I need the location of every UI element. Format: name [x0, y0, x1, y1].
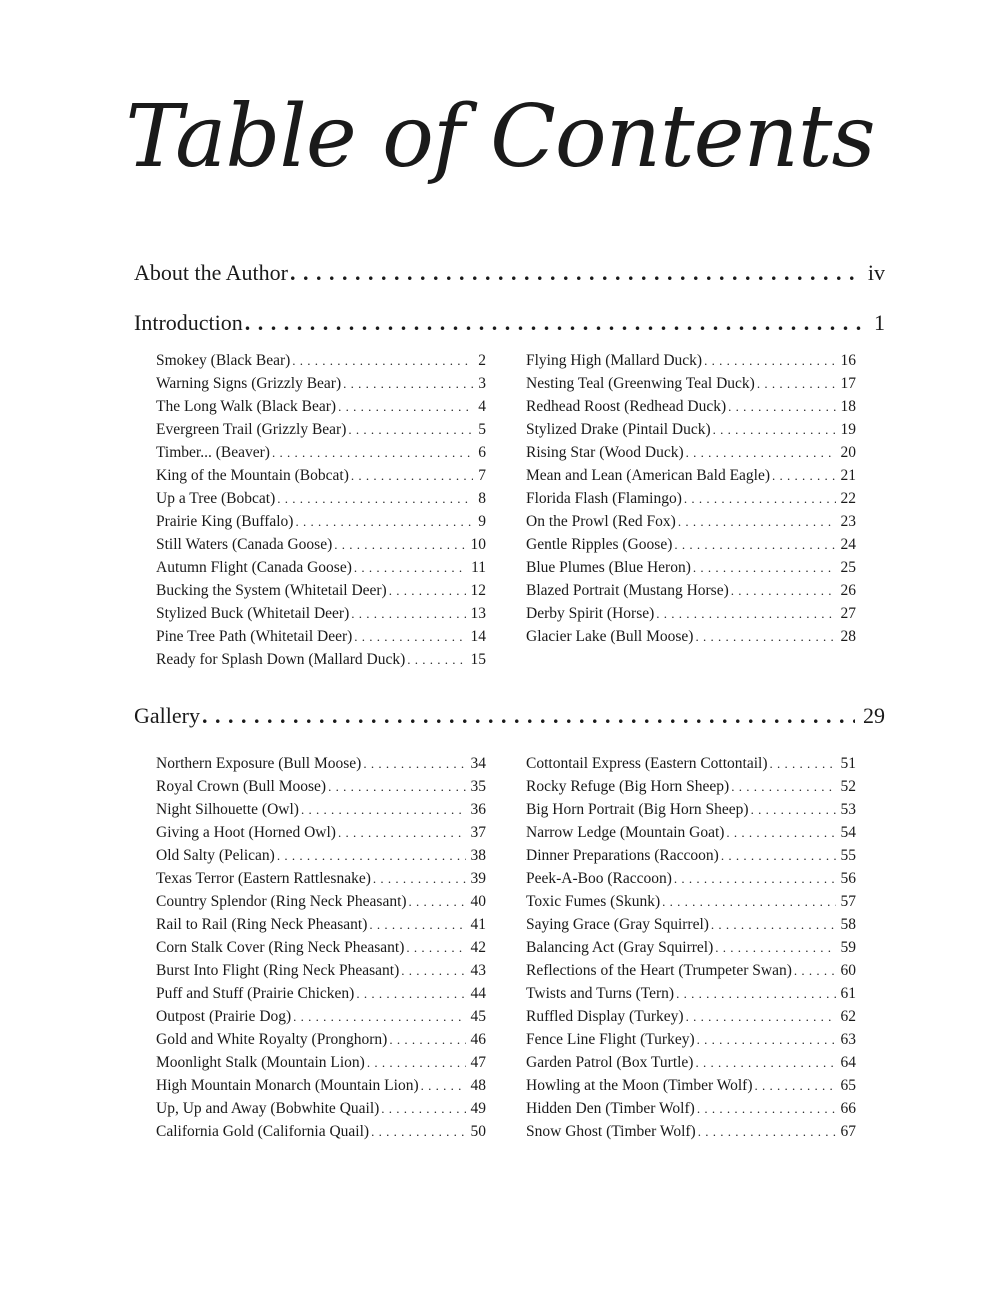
entry-page-number: 57 — [840, 893, 856, 910]
entry-title: Gentle Ripples (Goose) — [526, 536, 673, 553]
section-label: Gallery — [134, 703, 200, 728]
entry-page-number: 54 — [840, 824, 856, 841]
dot-leader — [721, 844, 836, 867]
toc-entry[interactable] — [156, 510, 486, 533]
dot-leader — [704, 349, 835, 372]
dot-leader — [662, 890, 835, 913]
toc-entry[interactable] — [526, 556, 856, 579]
entry-page-number: 36 — [470, 801, 486, 818]
dot-leader — [351, 602, 465, 625]
entry-page-number: 49 — [470, 1100, 486, 1117]
entry-page-number: 5 — [478, 421, 486, 438]
toc-entry[interactable] — [156, 775, 486, 798]
entry-page-number: 50 — [470, 1123, 486, 1140]
toc-entry[interactable] — [156, 1120, 486, 1143]
toc-entry[interactable] — [156, 1051, 486, 1074]
entry-page-number: 4 — [478, 398, 486, 415]
entry-title: Corn Stalk Cover (Ring Neck Pheasant) — [156, 939, 405, 956]
toc-heading-gallery[interactable] — [134, 701, 885, 731]
entry-title: Timber... (Beaver) — [156, 444, 270, 461]
entry-title: Ready for Splash Down (Mallard Duck) — [156, 651, 406, 668]
dot-leader — [245, 308, 866, 338]
dot-leader — [731, 579, 836, 602]
toc-entry[interactable] — [156, 395, 486, 418]
gallery-right-column — [526, 752, 856, 1143]
dot-leader — [755, 1074, 836, 1097]
dot-leader — [731, 775, 835, 798]
entry-title: Puff and Stuff (Prairie Chicken) — [156, 985, 355, 1002]
toc-entry[interactable] — [156, 1005, 486, 1028]
entry-page-number: 12 — [470, 582, 486, 599]
entry-page-number: 25 — [840, 559, 856, 576]
entry-title: Stylized Buck (Whitetail Deer) — [156, 605, 350, 622]
dot-leader — [697, 1097, 836, 1120]
toc-entry[interactable] — [156, 556, 486, 579]
toc-entry[interactable] — [156, 1028, 486, 1051]
toc-entry[interactable] — [526, 510, 856, 533]
entry-page-number: 7 — [478, 467, 486, 484]
entry-page-number: 66 — [840, 1100, 856, 1117]
dot-leader — [277, 844, 466, 867]
entry-page-number: 61 — [840, 985, 856, 1002]
entry-page-number: 11 — [471, 559, 486, 576]
dot-leader — [686, 441, 836, 464]
entry-page-number: 15 — [470, 651, 486, 668]
entry-page-number: 22 — [840, 490, 856, 507]
entry-page-number: 20 — [840, 444, 856, 461]
entry-title: Night Silhouette (Owl) — [156, 801, 299, 818]
entry-page-number: 48 — [470, 1077, 486, 1094]
entry-title: Northern Exposure (Bull Moose) — [156, 755, 362, 772]
toc-entry[interactable] — [526, 844, 856, 867]
dot-leader — [381, 1097, 465, 1120]
toc-entry[interactable] — [526, 1074, 856, 1097]
entry-title: Country Splendor (Ring Neck Pheasant) — [156, 893, 407, 910]
toc-entry[interactable] — [156, 798, 486, 821]
section-label: About the Author — [134, 260, 288, 285]
entry-page-number: 53 — [840, 801, 856, 818]
entry-page-number: 39 — [470, 870, 486, 887]
toc-entry[interactable] — [526, 579, 856, 602]
gallery-left-column — [156, 752, 486, 1143]
entry-page-number: 40 — [470, 893, 486, 910]
entry-page-number: 27 — [840, 605, 856, 622]
dot-leader — [389, 1028, 465, 1051]
entry-title: Royal Crown (Bull Moose) — [156, 778, 327, 795]
entry-title: Ruffled Display (Turkey) — [526, 1008, 684, 1025]
entry-title: Autumn Flight (Canada Goose) — [156, 559, 352, 576]
entry-title: Dinner Preparations (Raccoon) — [526, 847, 719, 864]
toc-entry[interactable] — [156, 890, 486, 913]
dot-leader — [292, 349, 473, 372]
dot-leader — [338, 395, 473, 418]
entry-page-number: 41 — [470, 916, 486, 933]
toc-entry[interactable] — [526, 349, 856, 372]
dot-leader — [343, 372, 473, 395]
toc-entry[interactable] — [526, 464, 856, 487]
entry-title: On the Prowl (Red Fox) — [526, 513, 676, 530]
entry-title: Derby Spirit (Horse) — [526, 605, 655, 622]
dot-leader — [351, 464, 473, 487]
entry-page-number: 8 — [478, 490, 486, 507]
entry-title: California Gold (California Quail) — [156, 1123, 370, 1140]
toc-entry[interactable] — [526, 1051, 856, 1074]
dot-leader — [272, 441, 473, 464]
dot-leader — [772, 464, 835, 487]
entry-title: Burst Into Flight (Ring Neck Pheasant) — [156, 962, 400, 979]
entry-page-number: 6 — [478, 444, 486, 461]
entry-title: Smokey (Black Bear) — [156, 352, 291, 369]
toc-entry[interactable] — [156, 441, 486, 464]
entry-title: Narrow Ledge (Mountain Goat) — [526, 824, 725, 841]
toc-entry[interactable] — [526, 1097, 856, 1120]
dot-leader — [328, 775, 465, 798]
entry-title: Rocky Refuge (Big Horn Sheep) — [526, 778, 730, 795]
dot-leader — [695, 1051, 835, 1074]
toc-entry[interactable] — [526, 1005, 856, 1028]
dot-leader — [334, 533, 465, 556]
toc-entry[interactable] — [156, 844, 486, 867]
dot-leader — [674, 533, 835, 556]
entry-title: Blazed Portrait (Mustang Horse) — [526, 582, 729, 599]
entry-page-number: 16 — [840, 352, 856, 369]
entry-title: Redhead Roost (Redhead Duck) — [526, 398, 727, 415]
toc-entry[interactable] — [156, 913, 486, 936]
toc-entry[interactable] — [156, 867, 486, 890]
entry-page-number: 56 — [840, 870, 856, 887]
entry-page-number: 34 — [470, 755, 486, 772]
dot-leader — [684, 487, 836, 510]
entry-title: Balancing Act (Gray Squirrel) — [526, 939, 714, 956]
entry-page-number: 46 — [470, 1031, 486, 1048]
dot-leader — [698, 1120, 836, 1143]
toc-entry[interactable] — [526, 775, 856, 798]
entry-title: Rail to Rail (Ring Neck Pheasant) — [156, 916, 368, 933]
page-title: Table of Contents — [125, 87, 875, 187]
entry-title: Warning Signs (Grizzly Bear) — [156, 375, 342, 392]
entry-page-number: 44 — [470, 985, 486, 1002]
entry-page-number: 42 — [470, 939, 486, 956]
toc-heading-introduction[interactable] — [134, 308, 885, 338]
dot-leader — [406, 936, 465, 959]
dot-leader — [293, 1005, 465, 1028]
entry-title: Giving a Hoot (Horned Owl) — [156, 824, 336, 841]
entry-page-number: 37 — [470, 824, 486, 841]
dot-leader — [695, 625, 835, 648]
toc-entry[interactable] — [156, 959, 486, 982]
entry-page-number: 45 — [470, 1008, 486, 1025]
toc-entry[interactable] — [526, 913, 856, 936]
entry-title: Florida Flash (Flamingo) — [526, 490, 682, 507]
entry-page-number: 10 — [470, 536, 486, 553]
toc-entry[interactable] — [526, 821, 856, 844]
entry-title: Mean and Lean (American Bald Eagle) — [526, 467, 771, 484]
dot-leader — [697, 1028, 836, 1051]
dot-leader — [354, 625, 465, 648]
entry-page-number: 60 — [840, 962, 856, 979]
entry-page-number: 55 — [840, 847, 856, 864]
dot-leader — [728, 395, 835, 418]
entry-page-number: 17 — [840, 375, 856, 392]
dot-leader — [757, 372, 836, 395]
entry-page-number: 19 — [840, 421, 856, 438]
toc-entry[interactable] — [156, 418, 486, 441]
entry-title: King of the Mountain (Bobcat) — [156, 467, 349, 484]
toc-entry[interactable] — [156, 982, 486, 1005]
dot-leader — [202, 701, 855, 731]
entry-title: Garden Patrol (Box Turtle) — [526, 1054, 694, 1071]
dot-leader — [686, 1005, 836, 1028]
entry-page-number: 62 — [840, 1008, 856, 1025]
toc-entry[interactable] — [526, 418, 856, 441]
entry-page-number: 28 — [840, 628, 856, 645]
dot-leader — [295, 510, 473, 533]
entry-title: Outpost (Prairie Dog) — [156, 1008, 292, 1025]
toc-entry[interactable] — [156, 464, 486, 487]
entry-title: Saying Grace (Gray Squirrel) — [526, 916, 709, 933]
dot-leader — [367, 1051, 466, 1074]
toc-entry[interactable] — [156, 579, 486, 602]
dot-leader — [407, 648, 465, 671]
toc-entry[interactable] — [156, 821, 486, 844]
entry-page-number: 65 — [840, 1077, 856, 1094]
entry-title: Prairie King (Buffalo) — [156, 513, 294, 530]
toc-entry[interactable] — [156, 487, 486, 510]
toc-heading-about-the-author[interactable] — [134, 258, 885, 288]
entry-title: Howling at the Moon (Timber Wolf) — [526, 1077, 753, 1094]
dot-leader — [409, 890, 466, 913]
entry-page-number: 14 — [470, 628, 486, 645]
dot-leader — [711, 913, 836, 936]
toc-entry[interactable] — [526, 487, 856, 510]
entry-title: Bucking the System (Whitetail Deer) — [156, 582, 387, 599]
toc-entry[interactable] — [156, 648, 486, 671]
entry-title: Big Horn Portrait (Big Horn Sheep) — [526, 801, 749, 818]
entry-title: High Mountain Monarch (Mountain Lion) — [156, 1077, 419, 1094]
dot-leader — [389, 579, 466, 602]
toc-entry[interactable] — [526, 752, 856, 775]
section-page-number: 29 — [863, 703, 885, 728]
toc-entry[interactable] — [526, 982, 856, 1005]
entry-title: Old Salty (Pelican) — [156, 847, 275, 864]
toc-entry[interactable] — [156, 1074, 486, 1097]
entry-title: Cottontail Express (Eastern Cottontail) — [526, 755, 768, 772]
entry-page-number: 67 — [840, 1123, 856, 1140]
entry-title: Reflections of the Heart (Trumpeter Swan) — [526, 962, 792, 979]
entry-title: Moonlight Stalk (Mountain Lion) — [156, 1054, 365, 1071]
dot-leader — [371, 1120, 465, 1143]
entry-title: Stylized Drake (Pintail Duck) — [526, 421, 711, 438]
toc-entry[interactable] — [156, 752, 486, 775]
dot-leader — [678, 510, 836, 533]
entry-page-number: 21 — [840, 467, 856, 484]
dot-leader — [726, 821, 835, 844]
dot-leader — [354, 556, 466, 579]
toc-entry[interactable] — [526, 372, 856, 395]
dot-leader — [301, 798, 466, 821]
entry-title: Gold and White Royalty (Pronghorn) — [156, 1031, 388, 1048]
dot-leader — [363, 752, 465, 775]
entry-page-number: 64 — [840, 1054, 856, 1071]
entry-title: Rising Star (Wood Duck) — [526, 444, 684, 461]
toc-entry[interactable] — [526, 959, 856, 982]
dot-leader — [369, 913, 465, 936]
entry-title: Up, Up and Away (Bobwhite Quail) — [156, 1100, 380, 1117]
entry-title: Fence Line Flight (Turkey) — [526, 1031, 695, 1048]
dot-leader — [401, 959, 465, 982]
dot-leader — [676, 982, 835, 1005]
toc-entry[interactable] — [526, 798, 856, 821]
entry-page-number: 52 — [840, 778, 856, 795]
entry-page-number: 18 — [840, 398, 856, 415]
entry-title: Blue Plumes (Blue Heron) — [526, 559, 691, 576]
toc-entry[interactable] — [526, 395, 856, 418]
entry-page-number: 13 — [470, 605, 486, 622]
entry-page-number: 58 — [840, 916, 856, 933]
dot-leader — [656, 602, 835, 625]
entry-page-number: 26 — [840, 582, 856, 599]
dot-leader — [373, 867, 466, 890]
entry-page-number: 24 — [840, 536, 856, 553]
entry-page-number: 2 — [478, 352, 486, 369]
entry-title: Up a Tree (Bobcat) — [156, 490, 276, 507]
dot-leader — [674, 867, 836, 890]
entry-page-number: 35 — [470, 778, 486, 795]
entry-page-number: 59 — [840, 939, 856, 956]
toc-entry[interactable] — [156, 533, 486, 556]
toc-entry[interactable] — [526, 1028, 856, 1051]
dot-leader — [356, 982, 465, 1005]
entry-title: Hidden Den (Timber Wolf) — [526, 1100, 695, 1117]
dot-leader — [290, 258, 860, 288]
entry-page-number: 51 — [840, 755, 856, 772]
entry-title: Nesting Teal (Greenwing Teal Duck) — [526, 375, 755, 392]
toc-entry[interactable] — [156, 349, 486, 372]
entry-page-number: 43 — [470, 962, 486, 979]
entry-page-number: 9 — [478, 513, 486, 530]
dot-leader — [421, 1074, 466, 1097]
entry-title: Still Waters (Canada Goose) — [156, 536, 333, 553]
toc-entry[interactable] — [526, 533, 856, 556]
toc-entry[interactable] — [526, 867, 856, 890]
toc-entry[interactable] — [526, 625, 856, 648]
section-label: Introduction — [134, 310, 243, 335]
section-page-number: iv — [867, 260, 885, 285]
toc-entry[interactable] — [526, 602, 856, 625]
entry-page-number: 38 — [470, 847, 486, 864]
dot-leader — [277, 487, 473, 510]
entry-title: Evergreen Trail (Grizzly Bear) — [156, 421, 347, 438]
toc-entry[interactable] — [156, 372, 486, 395]
introduction-left-column — [156, 349, 486, 671]
dot-leader — [770, 752, 836, 775]
toc-entry[interactable] — [156, 1097, 486, 1120]
toc-entry[interactable] — [526, 936, 856, 959]
dot-leader — [693, 556, 836, 579]
entry-page-number: 63 — [840, 1031, 856, 1048]
toc-entry[interactable] — [526, 1120, 856, 1143]
entry-title: Flying High (Mallard Duck) — [526, 352, 703, 369]
toc-entry[interactable] — [156, 602, 486, 625]
toc-entry[interactable] — [156, 625, 486, 648]
entry-title: Peek-A-Boo (Raccoon) — [526, 870, 672, 887]
entry-page-number: 23 — [840, 513, 856, 530]
entry-title: Glacier Lake (Bull Moose) — [526, 628, 694, 645]
entry-title: The Long Walk (Black Bear) — [156, 398, 337, 415]
toc-entry[interactable] — [526, 441, 856, 464]
dot-leader — [715, 936, 835, 959]
entry-page-number: 3 — [478, 375, 486, 392]
entry-title: Toxic Fumes (Skunk) — [526, 893, 661, 910]
dot-leader — [713, 418, 836, 441]
dot-leader — [348, 418, 473, 441]
toc-entry[interactable] — [156, 936, 486, 959]
entry-title: Snow Ghost (Timber Wolf) — [526, 1123, 696, 1140]
dot-leader — [794, 959, 836, 982]
dot-leader — [338, 821, 466, 844]
entry-page-number: 47 — [470, 1054, 486, 1071]
dot-leader — [751, 798, 836, 821]
introduction-right-column — [526, 349, 856, 648]
entry-title: Twists and Turns (Tern) — [526, 985, 675, 1002]
entry-title: Texas Terror (Eastern Rattlesnake) — [156, 870, 371, 887]
entry-title: Pine Tree Path (Whitetail Deer) — [156, 628, 353, 645]
toc-entry[interactable] — [526, 890, 856, 913]
section-page-number: 1 — [874, 310, 885, 335]
